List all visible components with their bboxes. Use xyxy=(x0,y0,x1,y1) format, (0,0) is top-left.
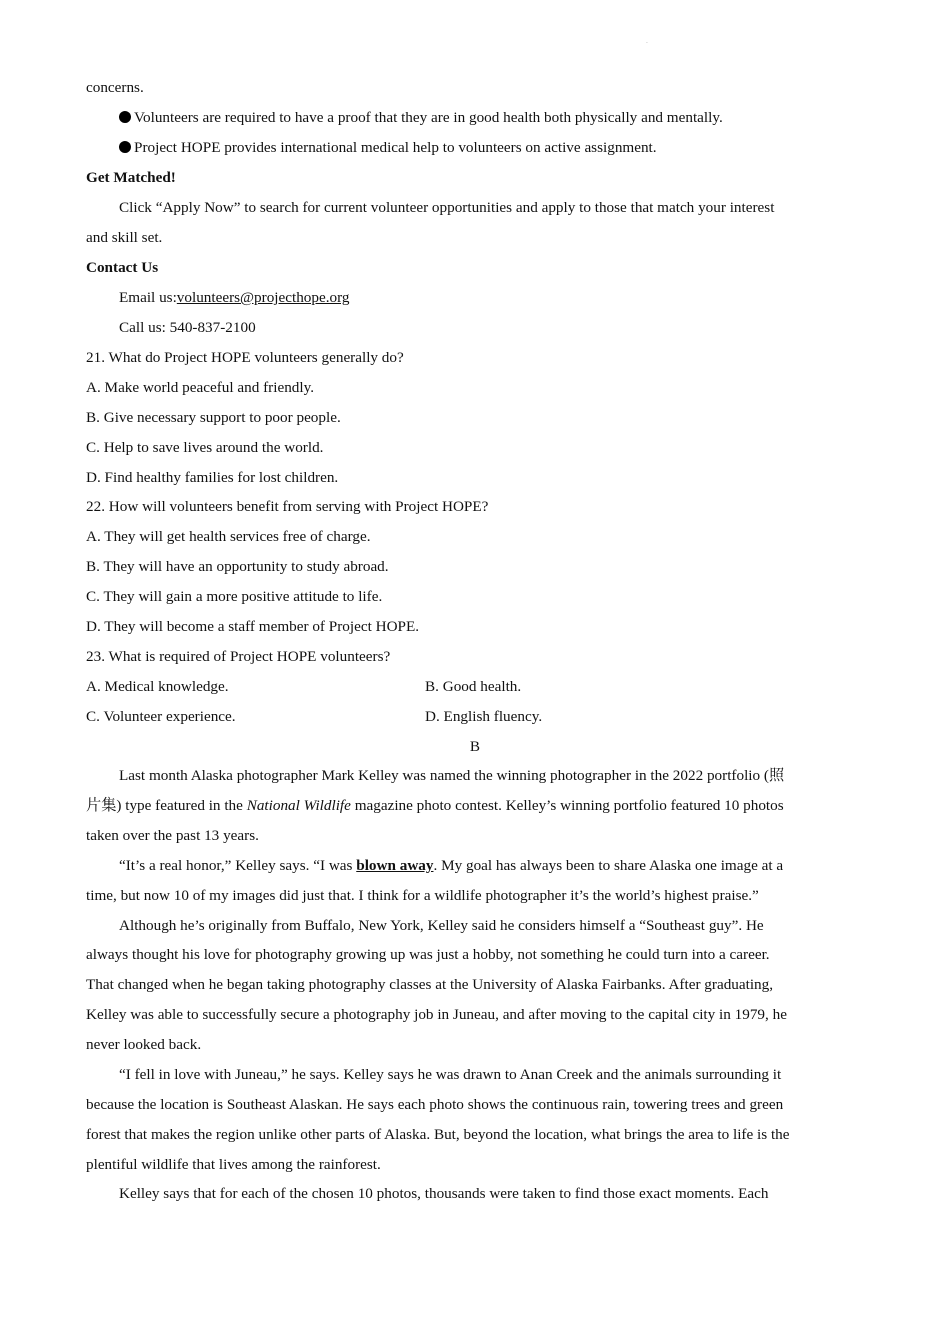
section-label: B xyxy=(469,738,481,755)
paragraph-line: Click “Apply Now” to search for current volunteer opportunities and apply to those that match your interest xyxy=(119,199,775,216)
contact-heading: Contact Us xyxy=(86,259,159,276)
paragraph-line: always thought his love for photography growing up was just a hobby, not something he could turn into a career. xyxy=(86,946,770,963)
bullet-dot-icon xyxy=(119,111,131,123)
paragraph-line xyxy=(119,856,864,876)
option-23a: A. Medical knowledge. xyxy=(86,678,229,695)
paragraph-line: “I fell in love with Juneau,” he says. Kelley says he was drawn to Anan Creek and the animals surrounding it xyxy=(119,1066,782,1083)
email-line xyxy=(119,288,864,308)
paragraph-line: and skill set. xyxy=(86,229,163,246)
paragraph-line: Kelley says that for each of the chosen 10 photos, thousands were taken to find those exact moments. Each xyxy=(119,1185,769,1202)
paragraph-line: Although he’s originally from Buffalo, New York, Kelley said he considers himself a “Southeast guy”. He xyxy=(119,917,764,934)
paragraph-line: Kelley was able to successfully secure a photography job in Juneau, and after moving to the capital city in 1979, he xyxy=(86,1006,787,1023)
header-mark: · xyxy=(646,40,648,47)
option-21c: C. Help to save lives around the world. xyxy=(86,439,324,456)
paragraph-line: forest that makes the region unlike other parts of Alaska. But, beyond the location, what brings the area to life is the xyxy=(86,1126,790,1143)
option-23d: D. English fluency. xyxy=(425,708,543,725)
email-label: Email us: xyxy=(119,289,177,306)
paragraph-line xyxy=(86,796,864,816)
get-matched-heading: Get Matched! xyxy=(86,169,176,186)
text-run: “It’s a real honor,” Kelley says. “I was xyxy=(119,857,357,874)
concerns-text: concerns. xyxy=(86,79,144,96)
option-22c: C. They will gain a more positive attitude to life. xyxy=(86,588,383,605)
option-21d: D. Find healthy families for lost children. xyxy=(86,469,339,486)
bullet-text: Volunteers are required to have a proof that they are in good health both physically and mentally. xyxy=(134,109,723,126)
phone-line: Call us: 540-837-2100 xyxy=(119,319,256,336)
highlighted-phrase: blown away xyxy=(356,857,434,874)
bullet-item xyxy=(119,108,864,128)
text-run: 片集) type featured in the xyxy=(86,797,247,814)
magazine-title: National Wildlife xyxy=(246,797,351,814)
question-21: 21. What do Project HOPE volunteers generally do? xyxy=(86,349,404,366)
bullet-dot-icon xyxy=(119,141,131,153)
paragraph-line: time, but now 10 of my images did just that. I think for a wildlife photographer it’s the world’s highest praise.” xyxy=(86,887,759,904)
paragraph-line: Last month Alaska photographer Mark Kelley was named the winning photographer in the 2022 portfolio (照 xyxy=(119,767,785,784)
option-21b: B. Give necessary support to poor people. xyxy=(86,409,341,426)
paragraph-line: plentiful wildlife that lives among the rainforest. xyxy=(86,1156,381,1173)
option-22b: B. They will have an opportunity to study abroad. xyxy=(86,558,389,575)
option-23c: C. Volunteer experience. xyxy=(86,708,236,725)
option-22a: A. They will get health services free of charge. xyxy=(86,528,371,545)
email-link[interactable]: volunteers@projecthope.org xyxy=(176,289,350,306)
text-run: . My goal has always been to share Alaska one image at a xyxy=(433,857,784,874)
text-run: magazine photo contest. Kelley’s winning portfolio featured 10 photos xyxy=(350,797,784,814)
paragraph-line: taken over the past 13 years. xyxy=(86,827,259,844)
paragraph-line: never looked back. xyxy=(86,1036,202,1053)
option-22d: D. They will become a staff member of Project HOPE. xyxy=(86,618,420,635)
paragraph-line: because the location is Southeast Alaskan. He says each photo shows the continuous rain, towering trees and green xyxy=(86,1096,784,1113)
paragraph-line: That changed when he began taking photography classes at the University of Alaska Fairbanks. After graduating, xyxy=(86,976,774,993)
option-21a: A. Make world peaceful and friendly. xyxy=(86,379,315,396)
bullet-item xyxy=(119,138,864,158)
question-23: 23. What is required of Project HOPE volunteers? xyxy=(86,648,391,665)
option-23b: B. Good health. xyxy=(425,678,522,695)
bullet-text: Project HOPE provides international medical help to volunteers on active assignment. xyxy=(134,139,657,156)
question-22: 22. How will volunteers benefit from serving with Project HOPE? xyxy=(86,498,489,515)
